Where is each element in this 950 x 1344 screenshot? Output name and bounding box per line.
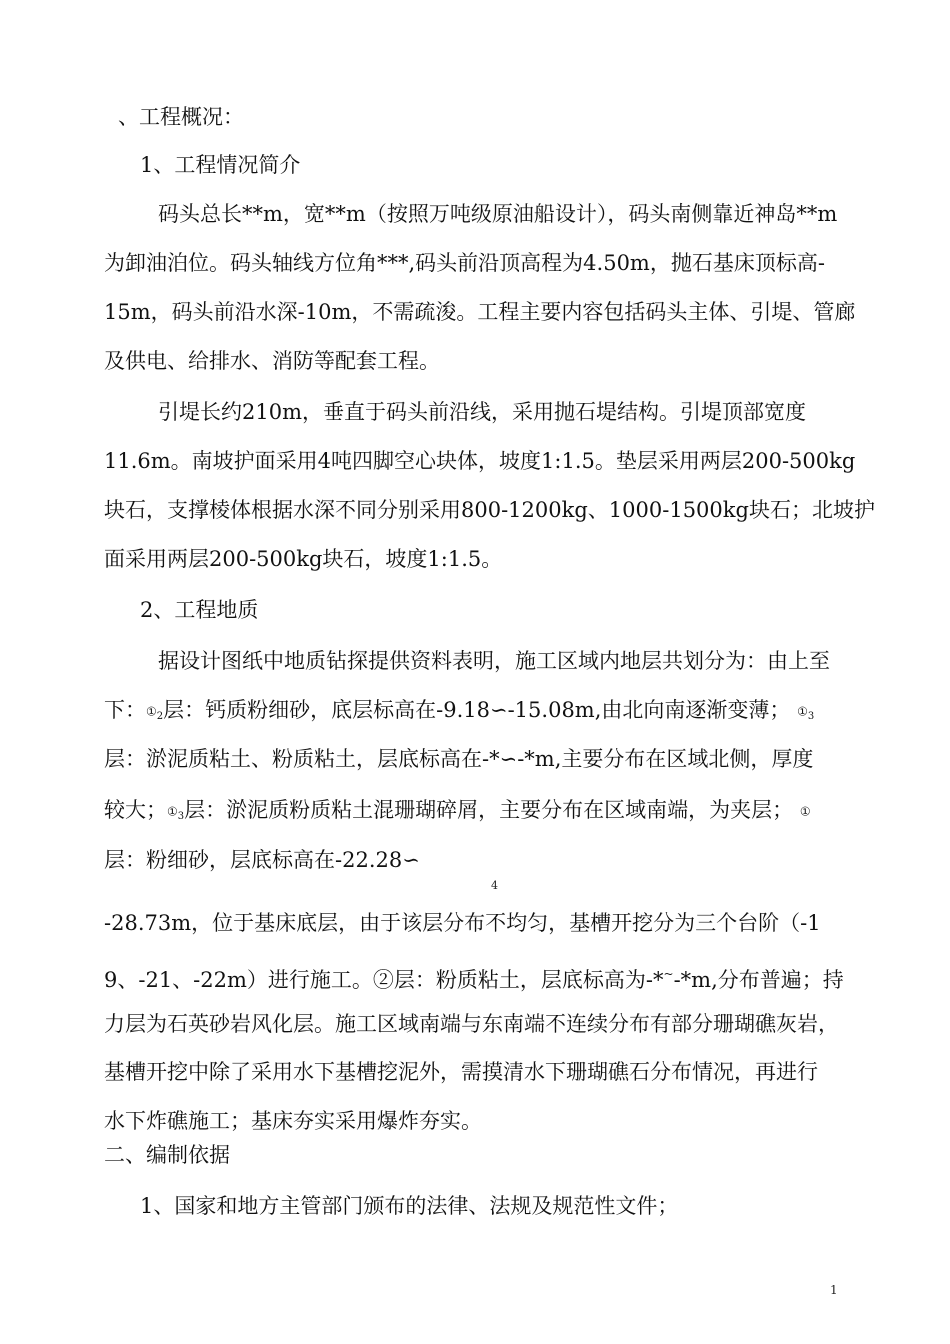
page-break-marker: 4: [491, 879, 498, 892]
paragraph-line: 基槽开挖中除了采用水下基槽挖泥外，需摸清水下珊瑚礁石分布情况，再进行: [104, 1060, 818, 1084]
paragraph-line: 块石，支撑棱体根据水深不同分别采用800-1200kg、1000-1500kg块石；北坡护: [104, 498, 875, 522]
paragraph-line: 层：粉细砂，层底标高在-22.28∽: [104, 848, 420, 872]
paragraph-line: 码头总长**m，宽**m（按照万吨级原油船设计），码头南侧靠近神岛**m: [158, 202, 838, 226]
paragraph-line: -28.73m，位于基床底层，由于该层分布不均匀，基槽开挖分为三个台阶（-1: [104, 911, 821, 935]
paragraph-line: 据设计图纸中地质钻探提供资料表明，施工区域内地层共划分为：由上至: [158, 649, 830, 673]
paragraph-line: 9、-21、-22m）进行施工。②层：粉质粘土，层底标高为-*~-*m,分布普遍；持: [104, 967, 844, 992]
section-heading-overview: 、工程概况：: [118, 105, 244, 129]
paragraph-line: 水下炸礁施工；基床夯实采用爆炸夯实。: [104, 1109, 482, 1133]
paragraph-line: 较大；$①_3$层：淤泥质粉质粘土混珊瑚碎屑，主要分布在区域南端，为夹层； ①: [104, 798, 811, 822]
subsection-heading-geology: 2、工程地质: [140, 598, 259, 622]
paragraph-line: 面采用两层200-500kg块石，坡度1:1.5。: [104, 547, 503, 571]
paragraph-line: 为卸油泊位。码头轴线方位角***,码头前沿顶高程为4.50m，抛石基床顶标高-: [104, 251, 825, 275]
section-heading-basis: 二、编制依据: [104, 1143, 230, 1167]
subsection-heading-summary: 1、工程情况简介: [140, 153, 301, 177]
paragraph-line: 引堤长约210m，垂直于码头前沿线，采用抛石堤结构。引堤顶部宽度: [158, 400, 806, 424]
page-number: 1: [830, 1283, 838, 1297]
paragraph-line: 层：淤泥质粘土、粉质粘土，层底标高在-*∽-*m,主要分布在区域北侧，厚度: [104, 747, 814, 771]
paragraph-line: 15m，码头前沿水深-10m，不需疏浚。工程主要内容包括码头主体、引堤、管廊: [104, 300, 856, 324]
list-item: 1、国家和地方主管部门颁布的法律、法规及规范性文件；: [140, 1194, 679, 1218]
paragraph-line: 力层为石英砂岩风化层。施工区域南端与东南端不连续分布有部分珊瑚礁灰岩，: [104, 1012, 839, 1036]
paragraph-line: 11.6m。南坡护面采用4吨四脚空心块体，坡度1:1.5。垫层采用两层200-500kg: [104, 449, 856, 473]
paragraph-line: 下：$①_2$层：钙质粉细砂，底层标高在-9.18∽-15.08m,由北向南逐渐变薄； $①_3$: [104, 698, 815, 722]
paragraph-line: 及供电、给排水、消防等配套工程。: [104, 349, 440, 373]
